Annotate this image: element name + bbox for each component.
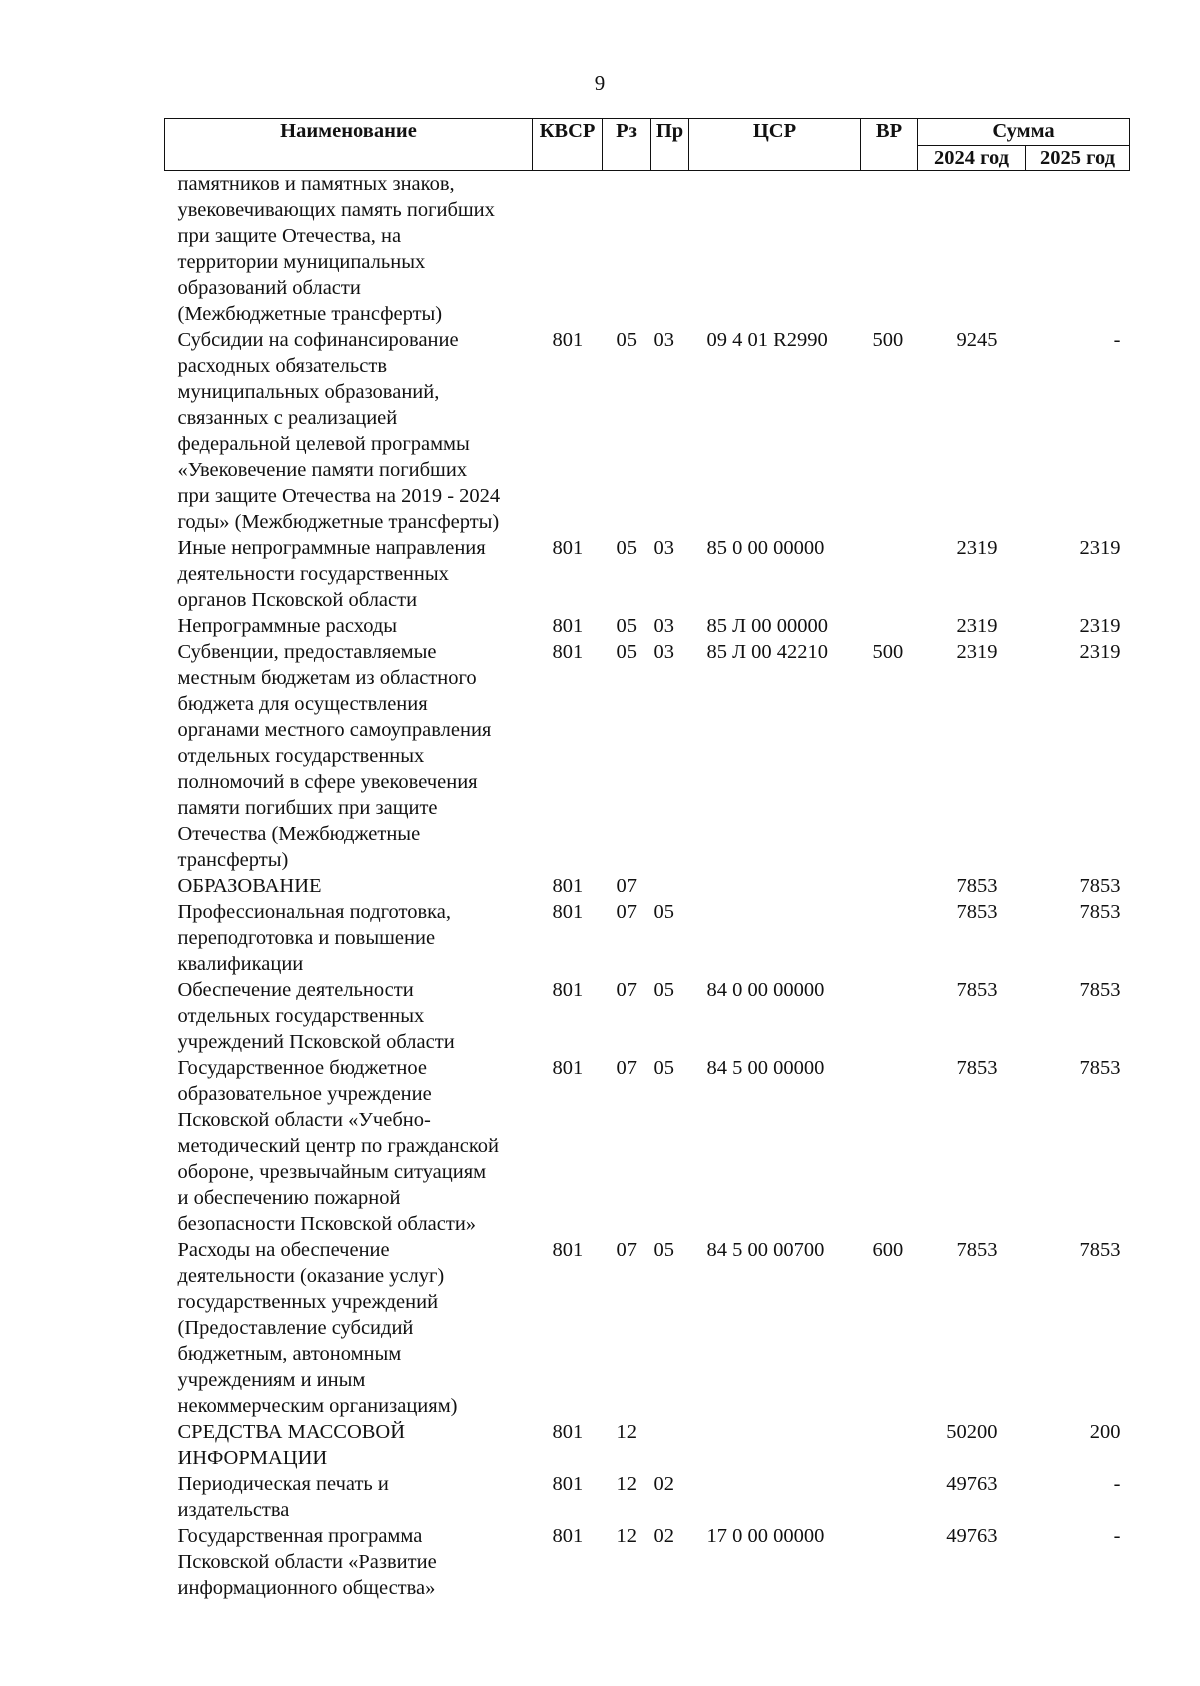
cell-name-line: Субвенции, предоставляемые: [177, 641, 437, 663]
cell-name-line: «Увековечение памяти погибших: [177, 459, 468, 481]
cell-kvsr: 801: [552, 1239, 584, 1261]
cell-csr: 84 5 00 00700: [706, 1239, 825, 1261]
cell-kvsr: 801: [552, 1421, 584, 1443]
cell-kvsr: 801: [552, 979, 584, 1001]
cell-name-line: отдельных государственных: [177, 1005, 425, 1027]
budget-table: [164, 118, 1130, 1601]
cell-name-line: Псковской области «Развитие: [177, 1551, 437, 1573]
cell-sum-2024: 7853: [956, 1057, 998, 1079]
cell-name: [165, 639, 533, 873]
cell-name-line: Псковской области «Учебно-: [177, 1109, 431, 1131]
cell-name-line: образований области: [177, 277, 361, 299]
cell-sum-2025: -: [1113, 1473, 1121, 1495]
cell-sum-2024: 7853: [956, 875, 998, 897]
cell-csr: 09 4 01 R2990: [706, 329, 828, 351]
cell-name-line: учреждений Псковской области: [177, 1031, 455, 1053]
cell-vr: 500: [872, 641, 904, 663]
cell-sum-2024: 49763: [946, 1525, 998, 1547]
cell-name-line: информационного общества»: [177, 1577, 436, 1599]
cell-csr: 85 Л 00 00000: [706, 615, 829, 637]
cell-name-line: Непрограммные расходы: [177, 615, 398, 637]
table-header: [165, 119, 1130, 171]
cell-name-line: Субсидии на софинансирование: [177, 329, 459, 351]
cell-name-line: органов Псковской области: [177, 589, 418, 611]
cell-name-line: некоммерческим организациям): [177, 1395, 458, 1417]
cell-rz: 12: [616, 1525, 637, 1547]
cell-rz: 05: [616, 641, 637, 663]
cell-name: [165, 1523, 533, 1601]
cell-name-line: Государственная программа: [177, 1525, 423, 1547]
cell-vr: [861, 1471, 918, 1523]
cell-name: [165, 535, 533, 613]
cell-name-line: расходных обязательств: [177, 355, 387, 377]
cell-sum-2025: 7853: [1079, 1239, 1121, 1261]
cell-vr: [861, 1523, 918, 1601]
cell-name-line: Профессиональная подготовка,: [177, 901, 451, 923]
cell-pr: 03: [653, 615, 674, 637]
cell-pr: 03: [653, 641, 674, 663]
cell-name-line: государственных учреждений: [177, 1291, 439, 1313]
cell-name-line: бюджета для осуществления: [177, 693, 428, 715]
cell-kvsr: 801: [552, 329, 584, 351]
cell-name-line: издательства: [177, 1499, 290, 1521]
cell-kvsr: 801: [552, 1057, 584, 1079]
cell-vr: [861, 535, 918, 613]
cell-rz: 05: [616, 615, 637, 637]
cell-name-line: связанных с реализацией: [177, 407, 398, 429]
cell-pr: 05: [653, 1057, 674, 1079]
cell-sum-2024: [918, 171, 1026, 328]
cell-name: [165, 327, 533, 535]
cell-csr: [689, 1471, 861, 1523]
cell-pr: 02: [653, 1473, 674, 1495]
cell-name-line: годы» (Межбюджетные трансферты): [177, 511, 500, 533]
cell-sum-2024: 50200: [946, 1421, 998, 1443]
cell-name-line: (Межбюджетные трансферты): [177, 303, 443, 325]
cell-name-line: (Предоставление субсидий: [177, 1317, 414, 1339]
header-year-2024: 2024 год: [918, 146, 1026, 171]
cell-vr: [861, 1419, 918, 1471]
cell-name-line: деятельности (оказание услуг): [177, 1265, 445, 1287]
cell-csr: 85 0 00 00000: [706, 537, 825, 559]
cell-sum-2024: 9245: [956, 329, 998, 351]
cell-name-line: Периодическая печать и: [177, 1473, 389, 1495]
cell-name-line: Государственное бюджетное: [177, 1057, 427, 1079]
cell-rz: 12: [616, 1421, 637, 1443]
cell-kvsr: 801: [552, 875, 584, 897]
cell-pr: 05: [653, 979, 674, 1001]
cell-name-line: Расходы на обеспечение: [177, 1239, 390, 1261]
cell-sum-2025: 7853: [1079, 901, 1121, 923]
header-vr: ВР: [861, 119, 918, 171]
cell-name: [165, 1055, 533, 1237]
cell-name-line: бюджетным, автономным: [177, 1343, 402, 1365]
cell-name: [165, 1237, 533, 1419]
cell-kvsr: 801: [552, 901, 584, 923]
cell-name-line: отдельных государственных: [177, 745, 425, 767]
header-name: Наименование: [165, 119, 533, 171]
cell-name-line: квалификации: [177, 953, 304, 975]
cell-sum-2024: 2319: [956, 537, 998, 559]
cell-csr: 17 0 00 00000: [706, 1525, 825, 1547]
cell-csr: 84 5 00 00000: [706, 1057, 825, 1079]
cell-name-line: при защите Отечества, на: [177, 225, 402, 247]
cell-sum-2025: [1026, 171, 1130, 328]
cell-sum-2025: 7853: [1079, 979, 1121, 1001]
table-row: [165, 873, 1130, 899]
table-row: [165, 899, 1130, 977]
cell-vr: 500: [872, 329, 904, 351]
cell-name-line: безопасности Псковской области»: [177, 1213, 477, 1235]
cell-name-line: трансферты): [177, 849, 289, 871]
cell-name: [165, 873, 533, 899]
cell-csr: [689, 899, 861, 977]
header-pr: Пр: [651, 119, 689, 171]
table-row: [165, 1471, 1130, 1523]
table-row: [165, 613, 1130, 639]
cell-pr: [651, 171, 689, 328]
cell-vr: [861, 873, 918, 899]
table-body: [165, 171, 1130, 1602]
cell-sum-2025: 2319: [1079, 641, 1121, 663]
cell-sum-2025: 7853: [1079, 875, 1121, 897]
cell-rz: 07: [616, 875, 637, 897]
cell-name-line: методический центр по гражданской: [177, 1135, 499, 1157]
header-sum: Сумма: [918, 119, 1130, 146]
cell-rz: 05: [616, 537, 637, 559]
cell-rz: 07: [616, 901, 637, 923]
cell-name-line: Обеспечение деятельности: [177, 979, 414, 1001]
cell-kvsr: [533, 171, 603, 328]
cell-csr: 85 Л 00 42210: [706, 641, 829, 663]
cell-name-line: обороне, чрезвычайным ситуациям: [177, 1161, 487, 1183]
cell-name-line: СРЕДСТВА МАССОВОЙ: [177, 1421, 406, 1443]
cell-pr: [651, 1419, 689, 1471]
cell-pr: 05: [653, 1239, 674, 1261]
cell-name-line: территории муниципальных: [177, 251, 426, 273]
cell-csr: 84 0 00 00000: [706, 979, 825, 1001]
cell-name-line: ОБРАЗОВАНИЕ: [177, 875, 322, 897]
cell-name-line: муниципальных образований,: [177, 381, 440, 403]
cell-name-line: полномочий в сфере увековечения: [177, 771, 478, 793]
cell-name: [165, 899, 533, 977]
cell-kvsr: 801: [552, 615, 584, 637]
cell-vr: 600: [872, 1239, 904, 1261]
table-row: [165, 1419, 1130, 1471]
table-row: [165, 327, 1130, 535]
cell-kvsr: 801: [552, 641, 584, 663]
cell-name-line: органами местного самоуправления: [177, 719, 492, 741]
cell-rz: 07: [616, 1057, 637, 1079]
cell-name-line: памятников и памятных знаков,: [177, 173, 455, 195]
cell-pr: 03: [653, 329, 674, 351]
cell-name: [165, 171, 533, 328]
cell-pr: [651, 873, 689, 899]
cell-vr: [861, 977, 918, 1055]
table-row: [165, 977, 1130, 1055]
budget-table-container: [164, 118, 1129, 1601]
cell-rz: 12: [616, 1473, 637, 1495]
table-row: [165, 1237, 1130, 1419]
cell-name-line: образовательное учреждение: [177, 1083, 432, 1105]
cell-sum-2025: -: [1113, 329, 1121, 351]
cell-sum-2024: 7853: [956, 979, 998, 1001]
cell-sum-2025: 7853: [1079, 1057, 1121, 1079]
cell-sum-2025: 2319: [1079, 615, 1121, 637]
cell-rz: 07: [616, 979, 637, 1001]
cell-name: [165, 1419, 533, 1471]
cell-rz: 07: [616, 1239, 637, 1261]
cell-name-line: Отечества (Межбюджетные: [177, 823, 421, 845]
header-rz: Рз: [603, 119, 651, 171]
table-row: [165, 1523, 1130, 1601]
cell-csr: [689, 1419, 861, 1471]
cell-sum-2025: -: [1113, 1525, 1121, 1547]
cell-sum-2024: 49763: [946, 1473, 998, 1495]
cell-name-line: увековечивающих память погибших: [177, 199, 495, 221]
cell-name-line: переподготовка и повышение: [177, 927, 436, 949]
cell-sum-2024: 2319: [956, 615, 998, 637]
cell-vr: [861, 899, 918, 977]
cell-vr: [861, 613, 918, 639]
table-row: [165, 639, 1130, 873]
header-csr: ЦСР: [689, 119, 861, 171]
cell-kvsr: 801: [552, 1525, 584, 1547]
cell-pr: 05: [653, 901, 674, 923]
cell-rz: 05: [616, 329, 637, 351]
cell-name: [165, 1471, 533, 1523]
header-kvsr: КВСР: [533, 119, 603, 171]
cell-vr: [861, 1055, 918, 1237]
table-row: [165, 535, 1130, 613]
cell-name-line: федеральной целевой программы: [177, 433, 470, 455]
cell-name-line: ИНФОРМАЦИИ: [177, 1447, 328, 1469]
cell-kvsr: 801: [552, 1473, 584, 1495]
cell-sum-2024: 7853: [956, 901, 998, 923]
header-year-2025: 2025 год: [1026, 146, 1130, 171]
cell-pr: 03: [653, 537, 674, 559]
cell-name-line: при защите Отечества на 2019 - 2024: [177, 485, 501, 507]
cell-pr: 02: [653, 1525, 674, 1547]
cell-name-line: Иные непрограммные направления: [177, 537, 486, 559]
cell-vr: [861, 171, 918, 328]
cell-sum-2025: 2319: [1079, 537, 1121, 559]
cell-sum-2024: 2319: [956, 641, 998, 663]
cell-rz: [603, 171, 651, 328]
cell-name-line: и обеспечению пожарной: [177, 1187, 401, 1209]
cell-name-line: деятельности государственных: [177, 563, 449, 585]
cell-csr: [689, 171, 861, 328]
cell-sum-2024: 7853: [956, 1239, 998, 1261]
cell-csr: [689, 873, 861, 899]
cell-name: [165, 613, 533, 639]
page-number: 9: [594, 71, 606, 95]
cell-name-line: памяти погибших при защите: [177, 797, 438, 819]
cell-name-line: местным бюджетам из областного: [177, 667, 477, 689]
cell-name: [165, 977, 533, 1055]
cell-sum-2025: 200: [1089, 1421, 1121, 1443]
table-row: [165, 171, 1130, 328]
cell-name-line: учреждениям и иным: [177, 1369, 366, 1391]
cell-kvsr: 801: [552, 537, 584, 559]
table-row: [165, 1055, 1130, 1237]
